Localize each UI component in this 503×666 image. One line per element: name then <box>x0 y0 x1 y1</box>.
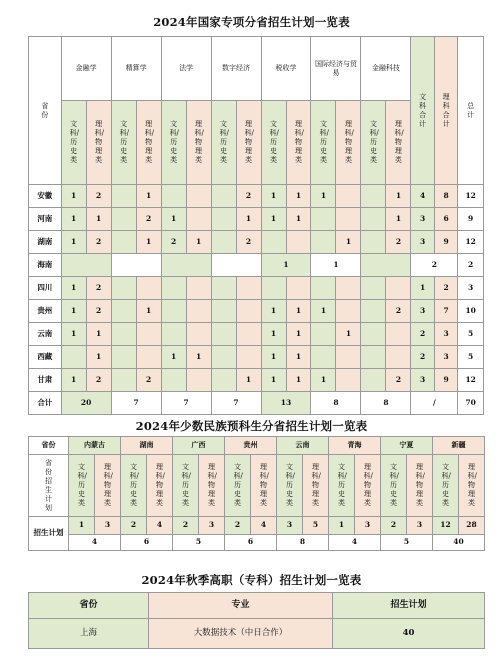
sum-slash: / <box>411 392 458 415</box>
value-cell <box>336 369 361 392</box>
value-cell: 1 <box>286 300 311 323</box>
value-cell <box>336 346 361 369</box>
value-cell <box>236 346 261 369</box>
province-cell: 安徽 <box>29 185 62 208</box>
province-cell: 四川 <box>29 277 62 300</box>
value-cell: 4 <box>251 517 277 535</box>
subheader-li <box>286 101 311 185</box>
value-cell: 2 <box>136 208 161 231</box>
total-cell: 10 <box>458 300 484 323</box>
value-cell <box>386 277 411 300</box>
value-cell: 2 <box>173 517 199 535</box>
table-row <box>29 208 484 231</box>
value-cell <box>311 323 336 346</box>
li-total-cell: 8 <box>434 185 457 208</box>
subheader-wen-text: 文科/历史类 <box>169 120 179 164</box>
region-total-cell: 6 <box>225 535 277 551</box>
subheader-li <box>303 455 329 517</box>
value-cell: 1 <box>311 300 336 323</box>
subheader-li <box>147 455 173 517</box>
subheader-province-plan-text: 省份招生计划 <box>45 458 52 512</box>
value-cell: 3 <box>355 517 381 535</box>
title-minority-preparatory-plan: 2024年少数民族预科生分省招生计划一览表 <box>135 419 368 433</box>
value-cell <box>286 231 311 254</box>
value-cell <box>61 254 111 277</box>
province-cell: 云南 <box>29 323 62 346</box>
value-cell <box>111 323 136 346</box>
province-cell: 河南 <box>29 208 62 231</box>
value-cell: 2 <box>86 231 111 254</box>
region-header: 湖南 <box>121 437 173 455</box>
region-total-cell: 6 <box>121 535 173 551</box>
region-total-cell: 4 <box>329 535 381 551</box>
value-cell <box>111 185 136 208</box>
value-cell <box>111 277 136 300</box>
value-cell: 1 <box>336 231 361 254</box>
value-cell <box>211 185 236 208</box>
value-cell: 4 <box>147 517 173 535</box>
region-header: 青海 <box>329 437 381 455</box>
value-cell: 1 <box>69 517 95 535</box>
table-row <box>29 323 484 346</box>
value-cell <box>311 208 336 231</box>
subheader-li <box>199 455 225 517</box>
major-header: 国际经济与贸易 <box>311 37 361 101</box>
value-cell <box>186 185 211 208</box>
subheader-wen-text: 文科/历史类 <box>441 463 451 507</box>
value-cell: 1 <box>261 254 311 277</box>
region-total-cell: 8 <box>277 535 329 551</box>
value-cell <box>211 369 236 392</box>
value-cell <box>111 231 136 254</box>
subheader-wen-text: 文科/历史类 <box>129 463 139 507</box>
value-cell: 2 <box>381 517 407 535</box>
autumn-vocational-plan-table <box>28 592 485 649</box>
value-cell <box>361 277 386 300</box>
subheader-li-text: 理科/物理类 <box>103 463 113 507</box>
value-cell: 1 <box>86 208 111 231</box>
subheader-wen-text: 文科/历史类 <box>389 463 399 507</box>
value-cell: 1 <box>286 346 311 369</box>
province-cell: 湖南 <box>29 231 62 254</box>
subheader-li-text: 理科/物理类 <box>194 120 204 164</box>
subheader-li <box>407 455 433 517</box>
subheader-wen-text: 文科/历史类 <box>337 463 347 507</box>
subheader-li-text: 理科/物理类 <box>294 120 304 164</box>
value-cell <box>361 369 386 392</box>
header-li-total-text: 理科合计 <box>442 92 450 128</box>
region-header: 广西 <box>173 437 225 455</box>
header-province-text: 省份 <box>41 101 49 119</box>
value-cell: 3 <box>95 517 121 535</box>
value-cell <box>236 323 261 346</box>
cell-province: 上海 <box>29 619 149 649</box>
value-cell <box>136 323 161 346</box>
value-cell: 1 <box>386 208 411 231</box>
value-cell: 1 <box>261 369 286 392</box>
li-total-cell: 6 <box>434 208 457 231</box>
subheader-li-text: 理科/物理类 <box>415 463 425 507</box>
value-cell: 1 <box>86 346 111 369</box>
subheader-wen-text: 文科/历史类 <box>69 120 79 164</box>
subheader-wen <box>381 455 407 517</box>
subheader-wen <box>277 455 303 517</box>
value-cell <box>261 277 286 300</box>
subheader-li-text: 理科/物理类 <box>155 463 165 507</box>
subheader-wen-text: 文科/历史类 <box>181 463 191 507</box>
wen-total-cell: 4 <box>411 185 434 208</box>
total-cell: 12 <box>458 231 484 254</box>
value-cell: 5 <box>303 517 329 535</box>
subheader-wen <box>329 455 355 517</box>
region-header: 贵州 <box>225 437 277 455</box>
total-cell: 2 <box>458 254 484 277</box>
subheader-li-text: 理科/物理类 <box>467 463 477 507</box>
value-cell: 3 <box>277 517 303 535</box>
value-cell <box>236 300 261 323</box>
row-label: 招生计划 <box>29 517 69 551</box>
subheader-wen-text: 文科/历史类 <box>219 120 229 164</box>
value-cell: 1 <box>161 208 186 231</box>
region-header: 新疆 <box>433 437 485 455</box>
value-cell: 1 <box>236 208 261 231</box>
value-cell: 1 <box>61 277 86 300</box>
value-cell <box>186 369 211 392</box>
value-cell: 1 <box>136 231 161 254</box>
subheader-li <box>86 101 111 185</box>
value-cell <box>336 300 361 323</box>
value-cell: 28 <box>459 517 485 535</box>
subheader-li <box>386 101 411 185</box>
value-cell <box>111 254 161 277</box>
value-cell <box>161 254 211 277</box>
major-header: 税收学 <box>261 37 311 101</box>
value-cell: 1 <box>261 300 286 323</box>
value-cell: 3 <box>199 517 225 535</box>
subheader-li-text: 理科/物理类 <box>207 463 217 507</box>
value-cell: 2 <box>236 231 261 254</box>
value-cell: 1 <box>311 254 361 277</box>
region-header: 内蒙古 <box>69 437 121 455</box>
value-cell: 1 <box>329 517 355 535</box>
value-cell: 2 <box>386 369 411 392</box>
value-cell: 1 <box>286 323 311 346</box>
subheader-li <box>136 101 161 185</box>
region-total-cell: 40 <box>433 535 485 551</box>
major-header: 精算学 <box>111 37 161 101</box>
subheader-li <box>355 455 381 517</box>
value-cell: 1 <box>186 231 211 254</box>
value-cell: 2 <box>386 300 411 323</box>
major-header: 金融科技 <box>361 37 411 101</box>
province-cell: 海南 <box>29 254 62 277</box>
subheader-li-text: 理科/物理类 <box>363 463 373 507</box>
value-cell: 1 <box>386 185 411 208</box>
value-cell <box>211 254 261 277</box>
title-autumn-vocational-plan: 2024年秋季高职（专科）招生计划一览表 <box>141 573 362 587</box>
subheader-li-text: 理科/物理类 <box>311 463 321 507</box>
header-plan: 招生计划 <box>333 593 485 619</box>
wen-total-cell: 2 <box>411 323 434 346</box>
value-cell: 2 <box>136 369 161 392</box>
value-cell: 2 <box>86 300 111 323</box>
li-total-cell: 9 <box>434 231 457 254</box>
table-row <box>29 346 484 369</box>
header-li-total <box>434 37 457 185</box>
cell-major: 大数据技术（中日合作） <box>149 619 333 649</box>
table-row <box>29 517 485 535</box>
value-cell <box>336 185 361 208</box>
header-province <box>29 37 62 185</box>
value-cell: 1 <box>286 185 311 208</box>
value-cell <box>261 231 286 254</box>
value-cell <box>311 231 336 254</box>
major-sum-cell: 7 <box>111 392 161 415</box>
major-sum-cell: 7 <box>161 392 211 415</box>
value-cell <box>161 300 186 323</box>
value-cell: 3 <box>407 517 433 535</box>
total-cell: 9 <box>458 208 484 231</box>
value-cell: 1 <box>61 231 86 254</box>
subheader-li-text: 理科/物理类 <box>344 120 354 164</box>
region-total-cell: 5 <box>381 535 433 551</box>
wen-total-cell: 3 <box>411 208 434 231</box>
value-cell: 1 <box>61 369 86 392</box>
value-cell <box>361 231 386 254</box>
major-header: 数字经济 <box>211 37 261 101</box>
subheader-li-text: 理科/物理类 <box>259 463 269 507</box>
header-total <box>458 37 484 185</box>
value-cell: 1 <box>311 185 336 208</box>
total-cell: 12 <box>458 185 484 208</box>
value-cell: 1 <box>311 369 336 392</box>
value-cell <box>186 300 211 323</box>
value-cell: 1 <box>61 185 86 208</box>
province-cell: 西藏 <box>29 346 62 369</box>
value-cell: 2 <box>121 517 147 535</box>
value-cell: 1 <box>61 323 86 346</box>
value-cell <box>161 369 186 392</box>
value-cell <box>336 277 361 300</box>
value-cell <box>361 208 386 231</box>
subheader-li <box>95 455 121 517</box>
value-cell <box>161 277 186 300</box>
value-cell: 2 <box>386 231 411 254</box>
wen-total-cell: 3 <box>411 300 434 323</box>
value-cell <box>361 185 386 208</box>
value-cell: 1 <box>61 300 86 323</box>
table-row <box>29 231 484 254</box>
national-special-plan-table <box>28 36 484 415</box>
region-total-cell: 5 <box>173 535 225 551</box>
wen-total-cell: 1 <box>411 277 434 300</box>
value-cell <box>211 300 236 323</box>
subheader-li <box>236 101 261 185</box>
grand-total: 70 <box>458 392 484 415</box>
value-cell <box>336 208 361 231</box>
region-header: 云南 <box>277 437 329 455</box>
subheader-li-text: 理科/物理类 <box>394 120 404 164</box>
value-cell: 1 <box>86 323 111 346</box>
subheader-li-text: 理科/物理类 <box>244 120 254 164</box>
total-cell: 3 <box>458 277 484 300</box>
value-cell <box>211 346 236 369</box>
value-cell: 1 <box>236 369 261 392</box>
wen-total-cell: 3 <box>411 231 434 254</box>
value-cell <box>136 346 161 369</box>
region-header: 宁夏 <box>381 437 433 455</box>
wen-total-cell: 3 <box>411 369 434 392</box>
major-sum-cell: 7 <box>211 392 261 415</box>
sum-label: 合计 <box>29 392 62 415</box>
value-cell <box>136 277 161 300</box>
table-row <box>29 277 484 300</box>
value-cell <box>186 323 211 346</box>
value-cell <box>311 277 336 300</box>
value-cell <box>111 346 136 369</box>
value-cell <box>361 300 386 323</box>
value-cell: 1 <box>261 208 286 231</box>
header-major: 专业 <box>149 593 333 619</box>
value-cell: 1 <box>286 369 311 392</box>
table-row <box>29 535 485 551</box>
value-cell <box>61 346 86 369</box>
major-sum-cell: 8 <box>311 392 361 415</box>
value-cell <box>386 323 411 346</box>
subheader-wen <box>225 455 251 517</box>
value-cell: 2 <box>225 517 251 535</box>
value-cell <box>161 323 186 346</box>
value-cell <box>111 369 136 392</box>
subheader-wen <box>311 101 336 185</box>
value-cell <box>361 323 386 346</box>
region-total-cell: 4 <box>69 535 121 551</box>
value-cell <box>311 346 336 369</box>
table-row <box>29 185 484 208</box>
subheader-wen <box>111 101 136 185</box>
header-province: 省份 <box>29 437 69 455</box>
value-cell: 1 <box>261 323 286 346</box>
value-cell: 1 <box>261 346 286 369</box>
value-cell: 1 <box>336 323 361 346</box>
table-row <box>29 254 484 277</box>
subheader-wen-text: 文科/历史类 <box>285 463 295 507</box>
li-total-cell: 3 <box>434 346 457 369</box>
cell-plan: 40 <box>333 619 485 649</box>
li-total-cell: 9 <box>434 369 457 392</box>
subheader-wen <box>121 455 147 517</box>
value-cell <box>211 323 236 346</box>
header-province: 省份 <box>29 593 149 619</box>
li-total-cell: 7 <box>434 300 457 323</box>
province-cell: 贵州 <box>29 300 62 323</box>
major-sum-cell: 8 <box>361 392 411 415</box>
subheader-wen <box>433 455 459 517</box>
subheader-wen <box>161 101 186 185</box>
wen-total-cell: 2 <box>411 346 434 369</box>
value-cell: 1 <box>61 208 86 231</box>
total-cell: 5 <box>458 346 484 369</box>
major-header: 金融学 <box>61 37 111 101</box>
value-cell <box>211 208 236 231</box>
li-total-cell: 2 <box>434 277 457 300</box>
subheader-li <box>459 455 485 517</box>
value-cell: 2 <box>161 231 186 254</box>
value-cell: 1 <box>136 185 161 208</box>
value-cell <box>186 208 211 231</box>
subheader-wen-text: 文科/历史类 <box>269 120 279 164</box>
subheader-province-plan <box>29 455 69 517</box>
title-national-special-plan: 2024年国家专项分省招生计划一览表 <box>153 15 350 29</box>
value-cell <box>161 185 186 208</box>
value-cell: 2 <box>86 369 111 392</box>
subheader-wen-text: 文科/历史类 <box>77 463 87 507</box>
subheader-li <box>251 455 277 517</box>
value-cell: 2 <box>86 277 111 300</box>
value-cell: 12 <box>433 517 459 535</box>
province-cell: 甘肃 <box>29 369 62 392</box>
minority-preparatory-plan-table <box>28 436 485 551</box>
value-cell <box>111 208 136 231</box>
total-cell: 5 <box>458 323 484 346</box>
table-row <box>29 300 484 323</box>
value-cell <box>386 346 411 369</box>
major-sum-cell: 13 <box>261 392 311 415</box>
subheader-wen <box>173 455 199 517</box>
subheader-wen-text: 文科/历史类 <box>319 120 329 164</box>
subheader-li-text: 理科/物理类 <box>144 120 154 164</box>
value-cell <box>211 277 236 300</box>
value-cell: 2 <box>236 185 261 208</box>
value-cell: 2 <box>86 185 111 208</box>
value-cell <box>236 277 261 300</box>
subheader-wen <box>61 101 86 185</box>
major-sum-cell: 20 <box>61 392 111 415</box>
major-header: 法学 <box>161 37 211 101</box>
table-row <box>29 369 484 392</box>
subheader-wen <box>261 101 286 185</box>
value-cell <box>111 300 136 323</box>
subheader-wen <box>361 101 386 185</box>
value-cell: 1 <box>186 346 211 369</box>
value-cell: 1 <box>136 300 161 323</box>
value-cell <box>211 231 236 254</box>
value-cell <box>361 254 411 277</box>
subheader-li <box>186 101 211 185</box>
header-wen-total-text: 文科合计 <box>419 92 427 128</box>
value-cell: 1 <box>286 208 311 231</box>
value-cell: 1 <box>161 346 186 369</box>
subheader-li-text: 理科/物理类 <box>94 120 104 164</box>
value-cell <box>186 277 211 300</box>
total-span-cell: 2 <box>411 254 458 277</box>
subheader-wen-text: 文科/历史类 <box>119 120 129 164</box>
value-cell <box>361 346 386 369</box>
value-cell <box>286 277 311 300</box>
value-cell: 1 <box>261 185 286 208</box>
li-total-cell: 3 <box>434 323 457 346</box>
header-wen-total <box>411 37 434 185</box>
subheader-wen <box>211 101 236 185</box>
header-total-text: 总计 <box>467 101 475 119</box>
subheader-wen-text: 文科/历史类 <box>233 463 243 507</box>
subheader-wen <box>69 455 95 517</box>
subheader-li <box>336 101 361 185</box>
total-cell: 12 <box>458 369 484 392</box>
subheader-wen-text: 文科/历史类 <box>369 120 379 164</box>
